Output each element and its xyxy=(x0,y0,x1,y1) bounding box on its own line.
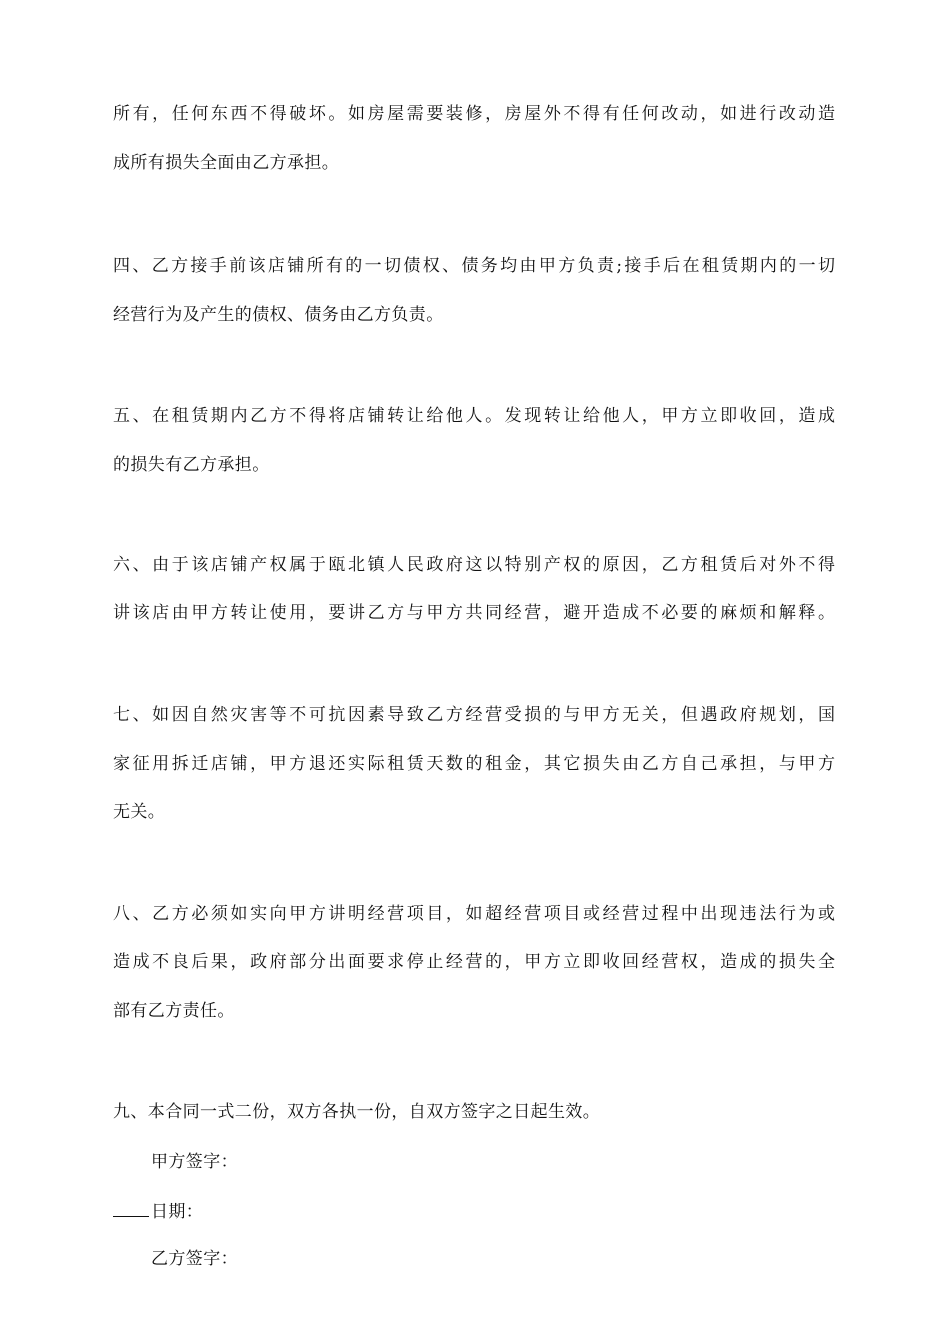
paragraph-line: 讲该店由甲方转让使用，要讲乙方与甲方共同经营，避开造成不必要的麻烦和解释。 xyxy=(113,603,835,623)
date-blank-underline xyxy=(113,1200,149,1217)
paragraph-line: 经营行为及产生的债权、债务由乙方负责。 xyxy=(113,305,444,325)
paragraph-line: 无关。 xyxy=(113,802,166,822)
party-b-signature-label: 乙方签字： xyxy=(151,1249,238,1269)
paragraph-line: 成所有损失全面由乙方承担。 xyxy=(113,153,340,173)
paragraph-line: 所有，任何东西不得破坏。如房屋需要装修，房屋外不得有任何改动，如进行改动造 xyxy=(113,104,835,124)
paragraph-line: 五、在租赁期内乙方不得将店铺转让给他人。发现转让给他人，甲方立即收回，造成 xyxy=(113,406,835,426)
date-label: 日期： xyxy=(151,1202,204,1222)
paragraph-line: 造成不良后果，政府部分出面要求停止经营的，甲方立即收回经营权，造成的损失全 xyxy=(113,952,835,972)
paragraph-line: 的损失有乙方承担。 xyxy=(113,455,270,475)
paragraph-line: 四、乙方接手前该店铺所有的一切债权、债务均由甲方负责;接手后在租赁期内的一切 xyxy=(113,256,835,276)
paragraph-line: 部有乙方责任。 xyxy=(113,1001,235,1021)
paragraph-line: 家征用拆迁店铺，甲方退还实际租赁天数的租金，其它损失由乙方自己承担，与甲方 xyxy=(113,754,835,774)
date-line xyxy=(113,1200,203,1222)
party-a-signature-label: 甲方签字： xyxy=(151,1152,238,1172)
paragraph-line: 六、由于该店铺产权属于瓯北镇人民政府这以特别产权的原因，乙方租赁后对外不得 xyxy=(113,555,835,575)
paragraph-line: 八、乙方必须如实向甲方讲明经营项目，如超经营项目或经营过程中出现违法行为或 xyxy=(113,904,835,924)
paragraph-line: 九、本合同一式二份，双方各执一份，自双方签字之日起生效。 xyxy=(113,1102,601,1122)
paragraph-line: 七、如因自然灾害等不可抗因素导致乙方经营受损的与甲方无关，但遇政府规划，国 xyxy=(113,705,835,725)
